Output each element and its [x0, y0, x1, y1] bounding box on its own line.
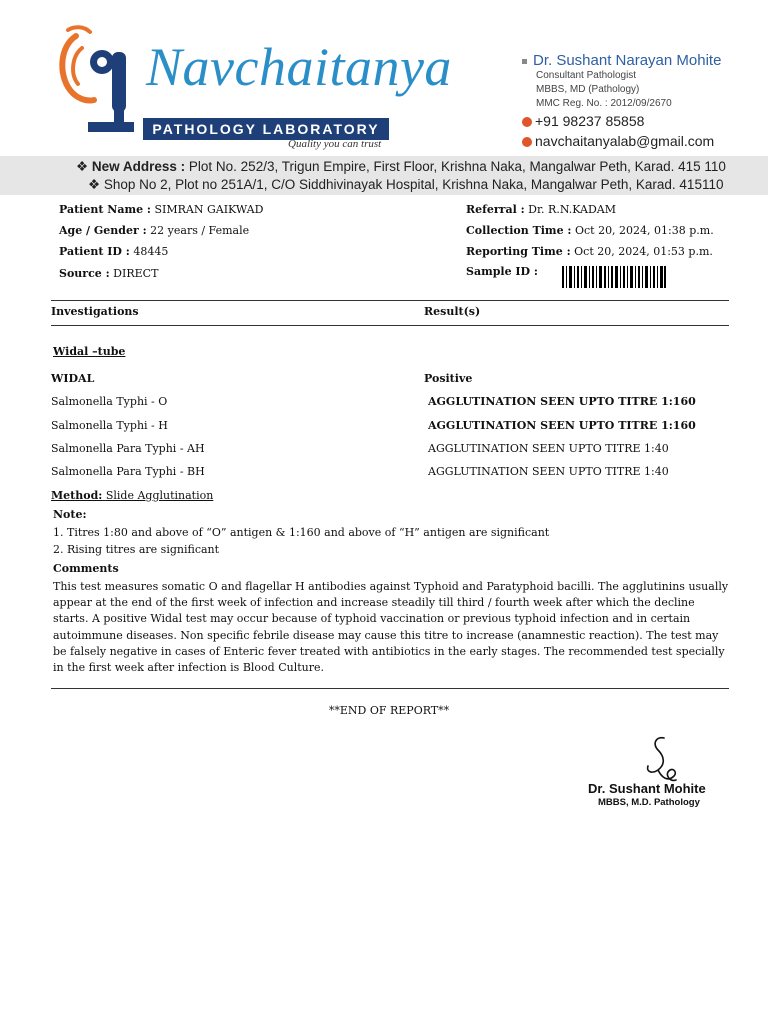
widal-label: WIDAL: [51, 372, 95, 385]
barcode-icon: [562, 266, 666, 288]
result-row-value: AGGLUTINATION SEEN UPTO TITRE 1:40: [428, 442, 669, 455]
doctor-degree: MBBS, MD (Pathology): [536, 84, 640, 95]
address-line-1: ❖ New Address : Plot No. 252/3, Trigun Empire, First Floor, Krishna Naka, Mangalwar Peth, Karad. 415 110: [76, 159, 726, 174]
email-icon: [522, 137, 532, 147]
widal-result: Positive: [424, 372, 473, 385]
result-row-value: AGGLUTINATION SEEN UPTO TITRE 1:160: [428, 395, 696, 408]
signatory-name: Dr. Sushant Mohite: [588, 781, 706, 796]
results-header: Result(s): [424, 305, 481, 318]
sample-id: Sample ID :: [466, 265, 538, 278]
lab-name-bar: PATHOLOGY LABORATORY: [143, 118, 389, 140]
note-item-2: 2. Rising titres are significant: [53, 543, 220, 556]
lab-tagline: Quality you can trust: [288, 138, 382, 150]
patient-source: Source : DIRECT: [59, 267, 159, 280]
divider-header: [51, 325, 729, 326]
bullet-icon: ❖: [88, 177, 104, 192]
address-line-2: ❖ Shop No 2, Plot no 251A/1, C/O Siddhivinayak Hospital, Krishna Naka, Mangalwar Peth, Karad. 415110: [88, 177, 724, 192]
lab-brand-name: Navchaitanya: [146, 37, 452, 97]
result-row-value: AGGLUTINATION SEEN UPTO TITRE 1:160: [428, 419, 696, 432]
bullet-icon: ❖: [76, 159, 92, 174]
patient-age-gender: Age / Gender : 22 years / Female: [59, 224, 250, 237]
comments-label: Comments: [53, 562, 119, 575]
result-row-name: Salmonella Para Typhi - BH: [51, 465, 205, 478]
doctor-info-block: [522, 52, 721, 151]
result-row-name: Salmonella Typhi - H: [51, 419, 168, 432]
address-band: [0, 156, 768, 195]
microscope-logo-icon: [54, 22, 140, 142]
end-of-report: **END OF REPORT**: [328, 704, 450, 717]
divider-bottom: [51, 688, 729, 689]
section-title: Widal –tube: [53, 345, 126, 358]
email-contact: navchaitanyalab@gmail.com: [522, 131, 721, 151]
result-row-value: AGGLUTINATION SEEN UPTO TITRE 1:40: [428, 465, 669, 478]
doctor-name: Dr. Sushant Narayan Mohite: [522, 52, 721, 69]
patient-id: Patient ID : 48445: [59, 245, 169, 258]
phone-icon: [522, 117, 532, 127]
comments-text: This test measures somatic O and flagellar H antibodies against Typhoid and Paratyphoid bacilli. The agglutinins usually appear at the end of the first week of infection and increase steadily till third / fourth week after which the decline starts. A positive Widal test may occur because of typhoid vaccination or previous typhoid infection and in certain autoimmune diseases. Non specific febrile disease may cause this titre to increase (anamnestic reaction). The test may be falsely negative in cases of Enteric fever treated with antibiotics in the early stages. The recommended test specially in the first week after infection is Blood Culture.: [53, 580, 729, 675]
patient-name: Patient Name : SIMRAN GAIKWAD: [59, 203, 264, 216]
divider-top: [51, 300, 729, 301]
note-label: Note:: [53, 508, 87, 521]
referral: Referral : Dr. R.N.KADAM: [466, 203, 616, 216]
result-row-name: Salmonella Typhi - O: [51, 395, 168, 408]
investigations-header: Investigations: [51, 305, 139, 318]
signatory-degree: MBBS, M.D. Pathology: [598, 797, 700, 808]
reporting-time: Reporting Time : Oct 20, 2024, 01:53 p.m.: [466, 245, 713, 258]
collection-time: Collection Time : Oct 20, 2024, 01:38 p.m.: [466, 224, 714, 237]
method-line: Method: Slide Agglutination: [51, 489, 214, 502]
doctor-registration: MMC Reg. No. : 2012/09/2670: [536, 98, 672, 109]
phone-contact: +91 98237 85858: [522, 111, 721, 131]
note-item-1: 1. Titres 1:80 and above of “O” antigen & 1:160 and above of “H” antigen are significant: [53, 526, 550, 539]
signature-scribble-icon: [628, 734, 688, 786]
result-row-name: Salmonella Para Typhi - AH: [51, 442, 205, 455]
doctor-title: Consultant Pathologist: [536, 70, 637, 81]
